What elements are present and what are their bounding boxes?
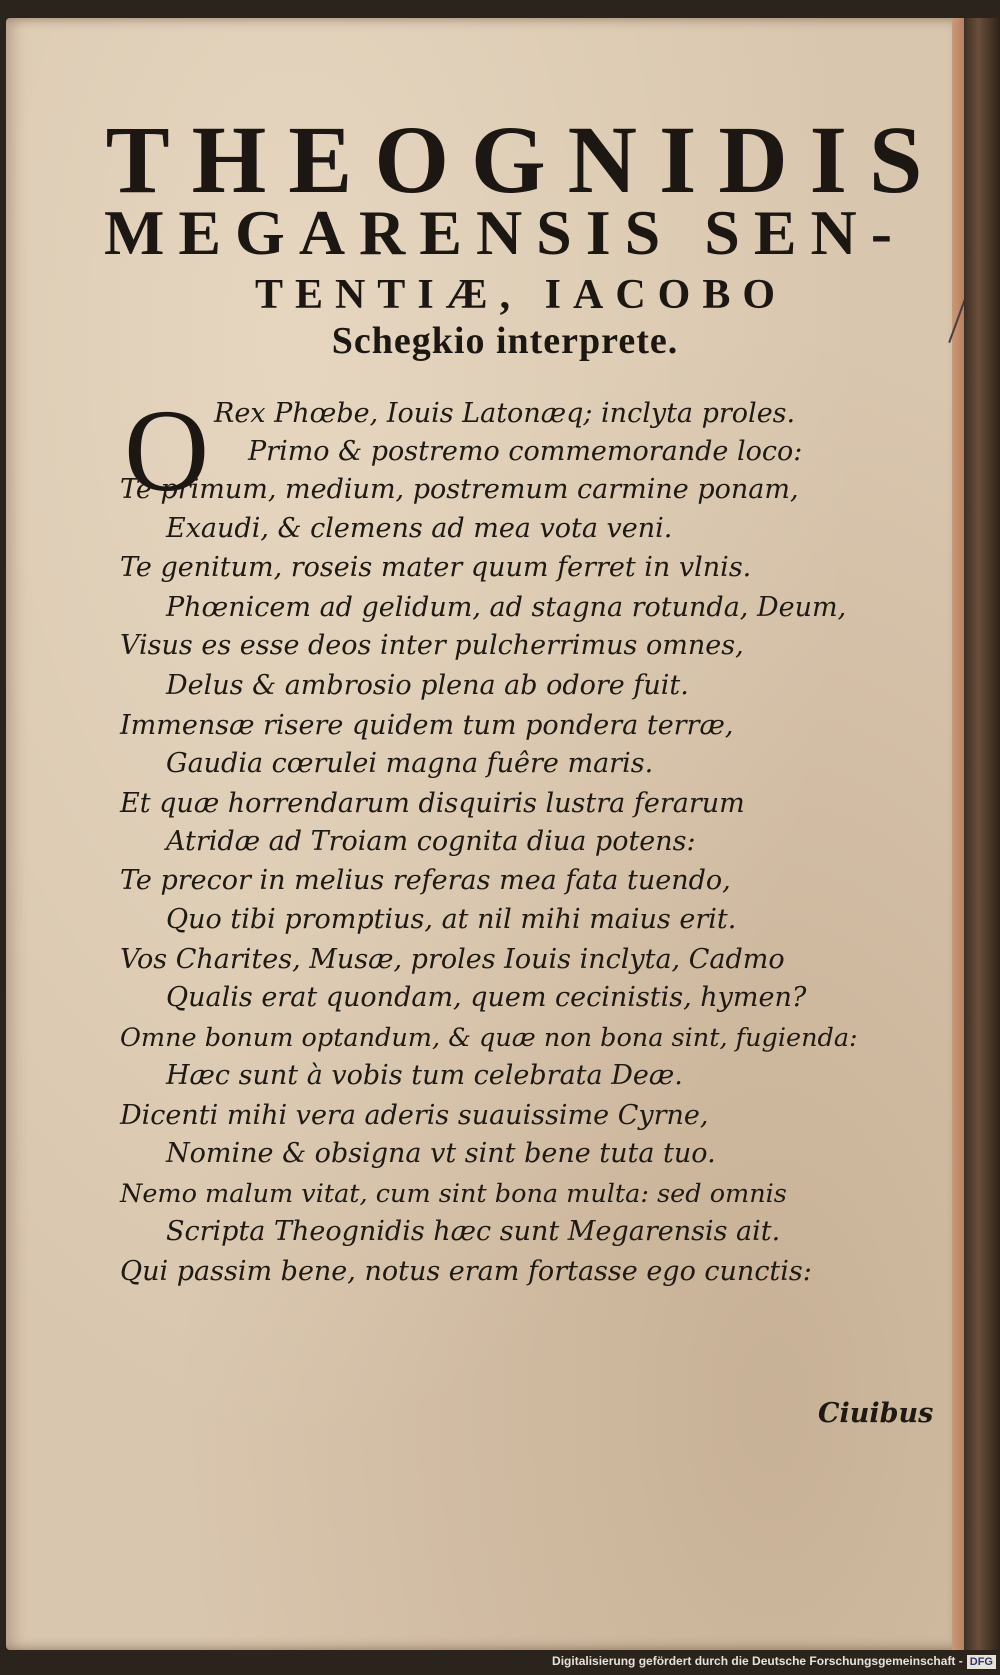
verse-block (6, 18, 964, 1650)
verse-line: Primo & postremo commemorande loco: (248, 436, 803, 467)
verse-line: Immensæ risere quidem tum pondera terræ, (120, 710, 734, 741)
title-line-1: THEOGNIDIS (105, 106, 945, 213)
verse-line: Et quæ horrendarum disquiris lustra ferarum (120, 788, 745, 819)
verse-line: Qualis erat quondam, quem cecinistis, hymen? (166, 982, 807, 1013)
verse-line: Visus es esse deos inter pulcherrimus omnes, (120, 630, 744, 661)
verse-line: Te genitum, roseis mater quum ferret in vlnis. (120, 552, 752, 583)
title-line-2: MEGARENSIS SEN- (103, 197, 907, 268)
verse-line: Gaudia cœrulei magna fuêre maris. (166, 748, 654, 779)
digitization-credit (552, 1652, 996, 1670)
credit-text: Digitalisierung gefördert durch die Deutsche Forschungsgemeinschaft - (552, 1654, 963, 1668)
drop-cap: O (124, 385, 210, 516)
verse-line: Quo tibi promptius, at nil mihi maius erit. (166, 904, 737, 935)
verse-line: Atridæ ad Troiam cognita diua potens: (166, 826, 696, 857)
title-line-4: Schegkio interprete. (331, 320, 679, 362)
verse-line: Dicenti mihi vera aderis suauissime Cyrne, (120, 1100, 709, 1131)
verse-line: Exaudi, & clemens ad mea vota veni. (166, 513, 673, 544)
verse-line: Delus & ambrosio plena ab odore fuit. (166, 670, 689, 701)
adjacent-page-edge (964, 18, 1000, 1650)
verse-line: Phœnicem ad gelidum, ad stagna rotunda, Deum, (166, 592, 847, 623)
verse-line: Hæc sunt à vobis tum celebrata Deæ. (166, 1060, 683, 1091)
book-page (6, 18, 964, 1650)
verse-line: Rex Phœbe, Iouis Latonæq; inclyta proles. (214, 398, 796, 429)
title-line-3: TENTIÆ, IACOBO (254, 272, 788, 318)
verse-line: Nemo malum vitat, cum sint bona multa: sed omnis (120, 1179, 787, 1209)
verse-line: Te precor in melius referas mea fata tuendo, (120, 865, 731, 896)
verse-line: Nomine & obsigna vt sint bene tuta tuo. (166, 1138, 716, 1169)
verse-line: Qui passim bene, notus eram fortasse ego cunctis: (120, 1256, 812, 1287)
verse-line: Vos Charites, Musæ, proles Iouis inclyta, Cadmo (120, 944, 785, 975)
verse-line: Omne bonum optandum, & quæ non bona sint, fugienda: (120, 1023, 858, 1053)
dfg-logo: DFG (967, 1655, 996, 1669)
verse-line: Te primum, medium, postremum carmine ponam, (120, 474, 799, 505)
verse-line: Scripta Theognidis hæc sunt Megarensis ait. (166, 1216, 781, 1247)
catchword: Ciuibus (818, 1398, 934, 1429)
